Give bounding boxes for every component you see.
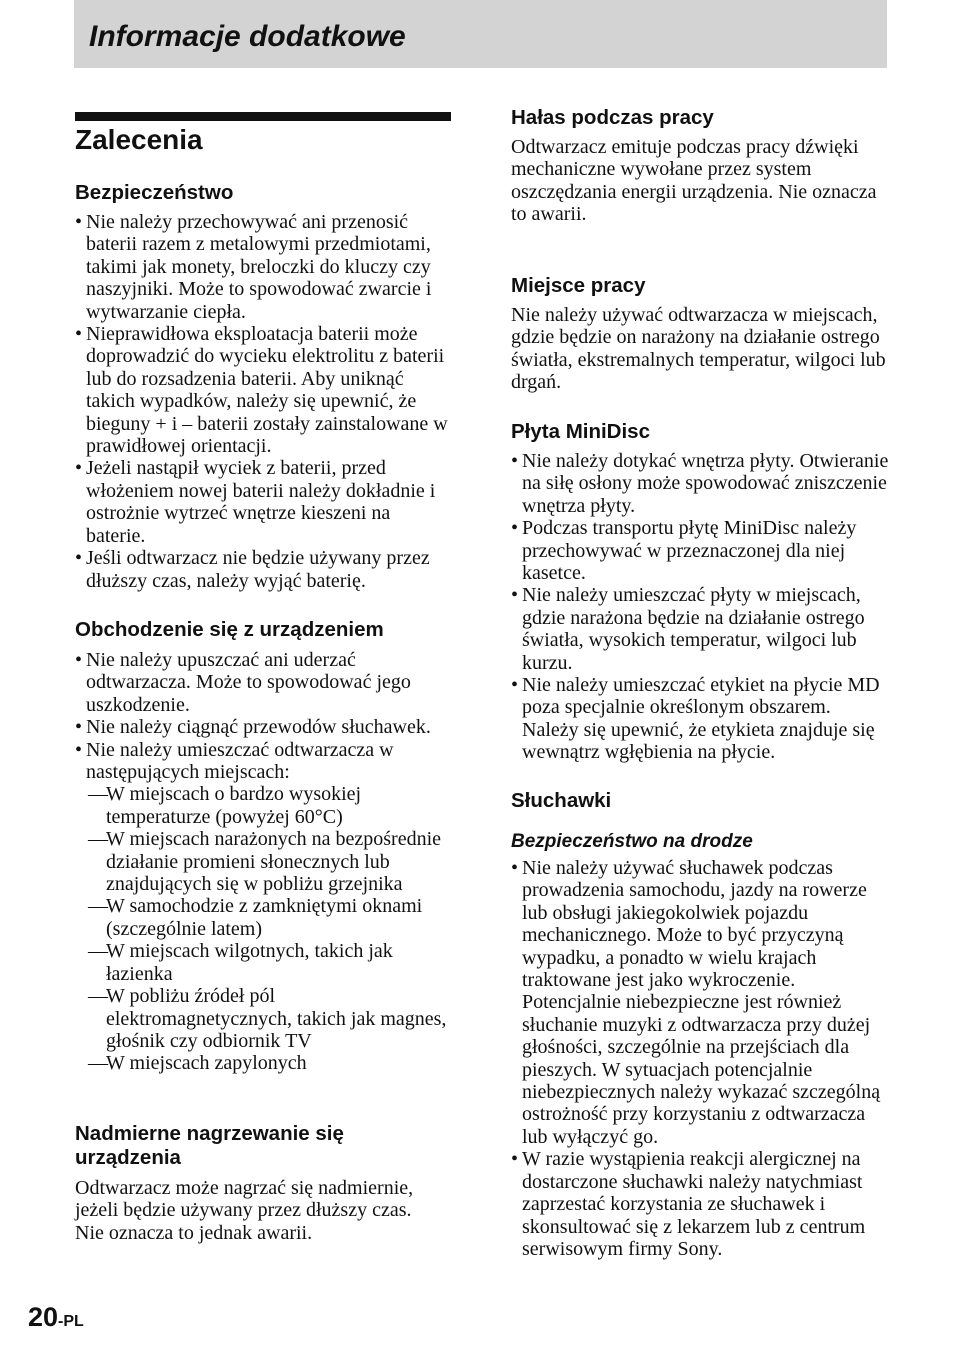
list-item: • Nie należy przechowywać ani przenosić baterii razem z metalowymi przedmiotami, takimi jak monety, breloczki do kluczy czy naszyjniki. Może to spowodować zwarcie i wytwarzanie ciepła. (75, 211, 451, 323)
overheating-text: Odtwarzacz może nagrzać się nadmiernie, jeżeli będzie używany przez dłuższy czas. Nie oznacza to jednak awarii. (75, 1177, 414, 1244)
list-item: • Jeśli odtwarzacz nie będzie używany przez dłuższy czas, należy wyjąć baterię. (75, 547, 451, 592)
handling-list (75, 649, 451, 1075)
list-item: • Jeżeli nastąpił wyciek z baterii, przed włożeniem nowej baterii należy dokładnie i ostrożnie wytrzeć wnętrze kieszeni na baterie. (75, 457, 451, 547)
page-header-title: Informacje dodatkowe (89, 20, 406, 53)
page-number-value: 20 (28, 1302, 59, 1332)
list-item: • Nie należy ciągnąć przewodów słuchawek. (75, 716, 451, 738)
list-item: • Nie należy używać słuchawek podczas prowadzenia samochodu, jazdy na rowerze lub obsługi jakiegokolwiek pojazdu mechanicznego. Może to być przyczyną wypadku, a ponadto w wielu krajach traktowane jest jako wykroczenie. Potencjalnie niebezpieczne jest również słuchanie muzyki z odtwarzacza przy dużej głośności, szczególnie na przejściach dla pieszych. W sytuacjach potencjalnie niebezpiecznych należy wykazać szczególną ostrożność przy korzystaniu z odtwarzacza lub wyłączyć go. (511, 857, 891, 1148)
safety-heading: Bezpieczeństwo (75, 181, 234, 204)
header-band (74, 0, 887, 68)
places-list (86, 783, 451, 1074)
list-item: • Nie należy dotykać wnętrza płyty. Otwieranie na siłę osłony może spowodować zniszczenie wnętrza płyty. (511, 450, 891, 517)
place-item: — W miejscach o bardzo wysokiej temperaturze (powyżej 60°C) (86, 783, 451, 828)
list-item: • Nie należy umieszczać płyty w miejscach, gdzie narażona będzie na działanie ostrego światła, wysokich temperatur, wilgoci lub kurzu. (511, 584, 891, 674)
minidisc-list-block (511, 450, 891, 764)
list-item: • Nieprawidłowa eksploatacja baterii może doprowadzić do wycieku elektrolitu z baterii lub do rozsadzenia baterii. Aby uniknąć takich wypadków, należy się upewnić, że bieguny + i – baterii zostały zainstalowane w prawidłowej orientacji. (75, 323, 451, 457)
place-item: — W miejscach zapylonych (86, 1052, 451, 1074)
headphones-heading: Słuchawki (511, 789, 612, 812)
location-heading: Miejsce pracy (511, 274, 646, 297)
place-item: — W miejscach narażonych na bezpośrednie działanie promieni słonecznych lub znajdujących się w pobliżu grzejnika (86, 828, 451, 895)
road-safety-subheading: Bezpieczeństwo na drodze (511, 831, 753, 852)
headphones-list (511, 857, 891, 1260)
headphones-list-block (511, 857, 891, 1260)
location-text: Nie należy używać odtwarzacza w miejscach, gdzie będzie on narażony na działanie ostrego światła, ekstremalnych temperatur, wilgoci lub drgań. (511, 304, 886, 394)
list-item: • W razie wystąpienia reakcji alergicznej na dostarczone słuchawki należy natychmiast zaprzestać korzystania ze słuchawek i skonsultować się z lekarzem lub z centrum serwisowym firmy Sony. (511, 1148, 891, 1260)
noise-text: Odtwarzacz emituje podczas pracy dźwięki mechaniczne wywołane przez system oszczędzania energii urządzenia. Nie oznacza to awarii. (511, 136, 877, 226)
safety-list-block (75, 211, 451, 592)
list-item (75, 739, 451, 1075)
minidisc-heading: Płyta MiniDisc (511, 420, 650, 443)
place-item: — W miejscach wilgotnych, takich jak łazienka (86, 940, 451, 985)
noise-heading: Hałas podczas pracy (511, 106, 714, 129)
overheating-heading: Nadmierne nagrzewanie się urządzenia (75, 1122, 344, 1169)
safety-list (75, 211, 451, 592)
minidisc-list (511, 450, 891, 764)
handling-list-block (75, 649, 451, 1075)
page-number-suffix: -PL (58, 1313, 84, 1330)
section-rule (75, 112, 451, 121)
section-title: Zalecenia (75, 124, 203, 155)
page-number (28, 1302, 84, 1333)
place-item: — W samochodzie z zamkniętymi oknami (szczególnie latem) (86, 895, 451, 940)
list-item-text: Nie należy umieszczać odtwarzacza w następujących miejscach: (86, 738, 394, 784)
list-item: • Nie należy upuszczać ani uderzać odtwarzacza. Może to spowodować jego uszkodzenie. (75, 649, 451, 716)
place-item: — W pobliżu źródeł pól elektromagnetycznych, takich jak magnes, głośnik czy odbiornik TV (86, 985, 451, 1052)
list-item: • Podczas transportu płytę MiniDisc należy przechowywać w przeznaczonej dla niej kasetce. (511, 517, 891, 584)
list-item: • Nie należy umieszczać etykiet na płycie MD poza specjalnie określonym obszarem. Należy się upewnić, że etykieta znajduje się wewnątrz wgłębienia na płycie. (511, 674, 891, 764)
handling-heading: Obchodzenie się z urządzeniem (75, 618, 384, 641)
